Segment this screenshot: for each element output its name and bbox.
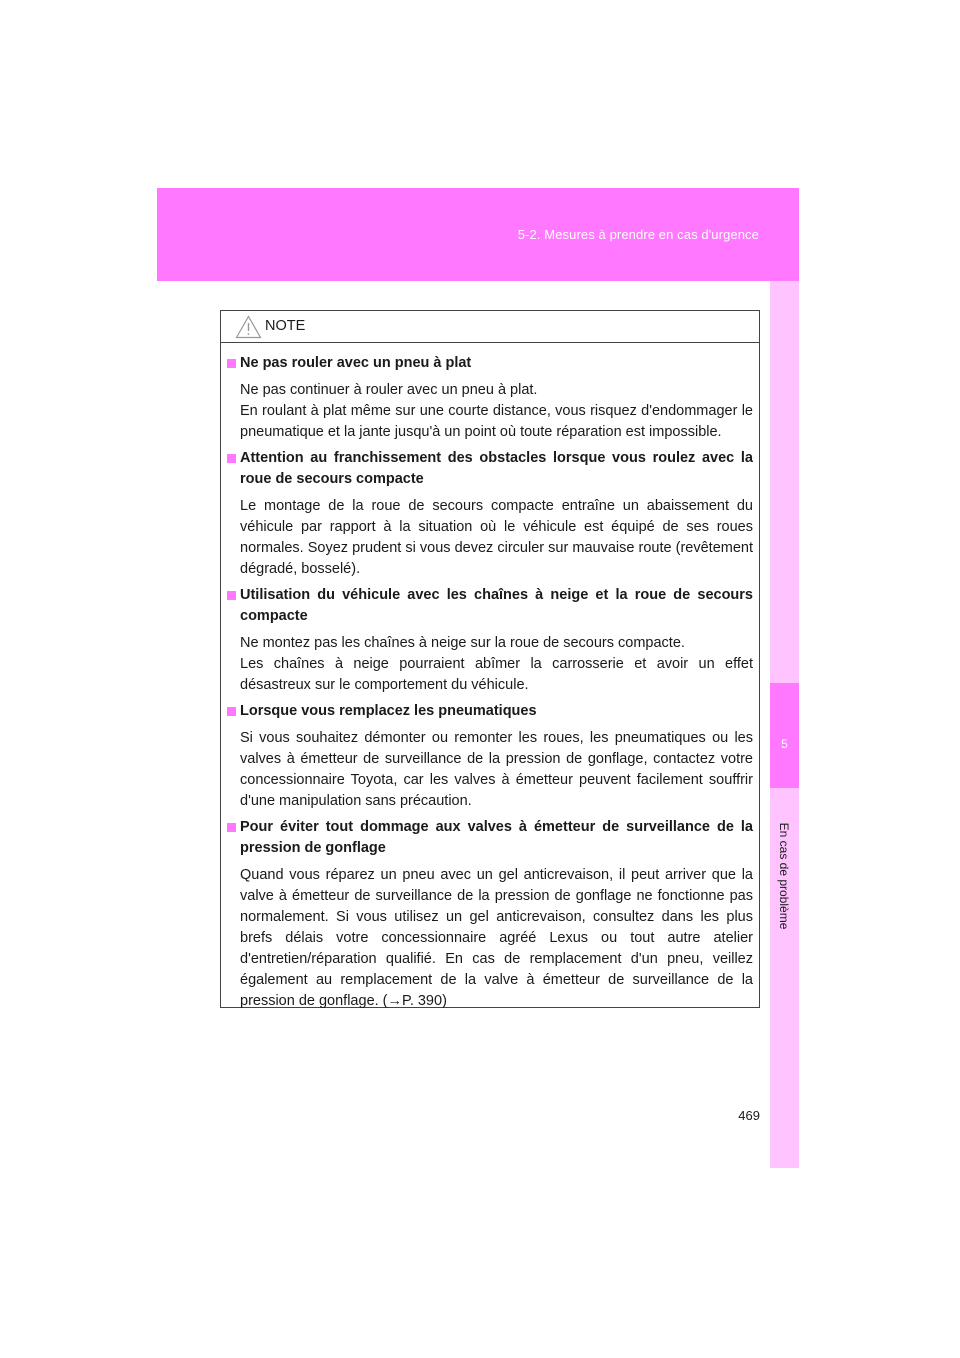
chapter-tab-highlight (770, 683, 799, 788)
warning-triangle-icon (235, 315, 262, 339)
note-section (227, 448, 753, 580)
note-section-title (227, 585, 753, 627)
note-title: NOTE (265, 318, 306, 334)
note-section (227, 585, 753, 696)
note-section-title (227, 353, 753, 374)
square-bullet-icon (227, 359, 236, 368)
note-section (227, 353, 753, 443)
note-section (227, 701, 753, 812)
note-paragraph: Les chaînes à neige pourraient abîmer la carrosserie et avoir un effet désastreux sur le comportement du véhicule. (240, 656, 753, 693)
note-section-title-text: Ne pas rouler avec un pneu à plat (240, 355, 472, 371)
chapter-label: En cas de problème (777, 822, 791, 930)
note-paragraph: Ne montez pas les chaînes à neige sur la roue de secours compacte. (240, 635, 685, 651)
section-title: 5-2. Mesures à prendre en cas d'urgence (517, 227, 759, 242)
square-bullet-icon (227, 454, 236, 463)
note-paragraph: Si vous souhaitez démonter ou remonter les roues, les pneumatiques ou les valves à émetteur de surveillance de la pression de gonflage, contactez votre concessionnaire Toyota, car les valves à émetteur peuvent facilement souffrir d'une manipulation sans précaution. (240, 730, 753, 809)
chapter-side-tab (770, 281, 799, 1168)
note-section-title-text: Attention au franchissement des obstacles lorsque vous roulez avec la roue de secours compacte (240, 450, 753, 487)
square-bullet-icon (227, 707, 236, 716)
note-paragraph: Quand vous réparez un pneu avec un gel anticrevaison, il peut arriver que la valve à émetteur de surveillance de la pression de gonflage ne fonctionne pas normalement. Si vous utilisez un gel anticrevaison, consultez dans les plus brefs délais votre concessionnaire agréé Lexus ou tout autre atelier d'entretien/réparation qualifié. En cas de remplacement d'un pneu, veillez également au remplacement de la valve à émetteur de surveillance de la pression de gonflage. (→P. 390) (240, 867, 753, 1009)
note-header (221, 311, 759, 343)
square-bullet-icon (227, 823, 236, 832)
note-section-title (227, 817, 753, 859)
note-paragraph: Ne pas continuer à rouler avec un pneu à plat. (240, 382, 538, 398)
chapter-header-bar (157, 188, 799, 281)
page-number: 469 (738, 1108, 760, 1123)
note-paragraph: En roulant à plat même sur une courte distance, vous risquez d'endommager le pneumatique et la jante jusqu'à un point où toute réparation est impossible. (240, 403, 753, 440)
square-bullet-icon (227, 591, 236, 600)
chapter-number: 5 (781, 737, 788, 751)
note-paragraph: Le montage de la roue de secours compacte entraîne un abaissement du véhicule par rapport à la situation où le véhicule est équipé de ses roues normales. Soyez prudent si vous devez circuler sur mauvaise route (revêtement dégradé, bosselé). (240, 498, 753, 577)
note-section-title (227, 448, 753, 490)
note-section-title-text: Utilisation du véhicule avec les chaînes à neige et la roue de secours compacte (240, 587, 753, 624)
note-section-title-text: Lorsque vous remplacez les pneumatiques (240, 703, 537, 719)
note-section-title (227, 701, 753, 722)
note-section (227, 817, 753, 1012)
note-box (220, 310, 760, 1008)
note-body (221, 343, 759, 1012)
note-section-title-text: Pour éviter tout dommage aux valves à émetteur de surveillance de la pression de gonflage (240, 819, 753, 856)
